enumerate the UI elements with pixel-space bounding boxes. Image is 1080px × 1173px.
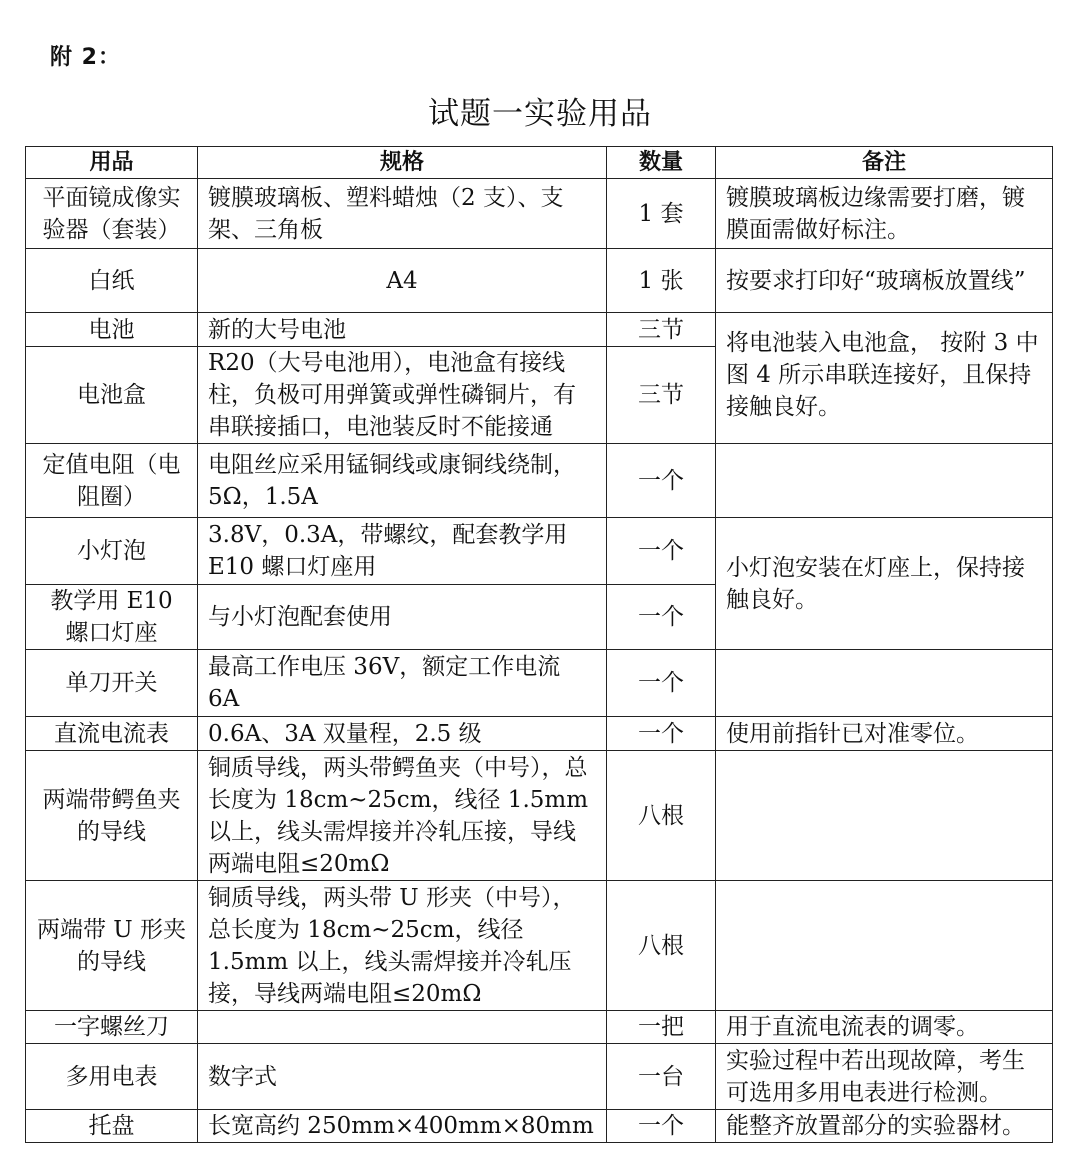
table-row (26, 313, 1053, 347)
item-spec (198, 1011, 607, 1044)
item-qty: 一个 (607, 650, 716, 717)
item-name: 单刀开关 (26, 650, 198, 717)
item-spec: 0.6A、3A 双量程，2.5 级 (198, 717, 607, 751)
item-qty: 一个 (607, 717, 716, 751)
item-name: 教学用 E10 螺口灯座 (26, 585, 198, 650)
item-note: 用于直流电流表的调零。 (716, 1011, 1053, 1044)
item-note (716, 650, 1053, 717)
item-note (716, 444, 1053, 518)
item-qty: 一个 (607, 585, 716, 650)
item-qty: 三节 (607, 313, 716, 347)
table-row (26, 751, 1053, 881)
item-name: 两端带 U 形夹的导线 (26, 881, 198, 1011)
item-qty: 1 套 (607, 179, 716, 249)
item-qty: 一个 (607, 444, 716, 518)
item-spec: 镀膜玻璃板、塑料蜡烛（2 支）、支架、三角板 (198, 179, 607, 249)
item-name: 直流电流表 (26, 717, 198, 751)
item-spec: 铜质导线，两头带 U 形夹（中号），总长度为 18cm~25cm，线径 1.5mm 以上，线头需焊接并冷轧压接，导线两端电阻≤20mΩ (198, 881, 607, 1011)
item-note: 实验过程中若出现故障，考生可选用多用电表进行检测。 (716, 1044, 1053, 1110)
equipment-table (25, 146, 1053, 1143)
table-row (26, 444, 1053, 518)
item-note: 按要求打印好“玻璃板放置线” (716, 249, 1053, 313)
item-qty: 一个 (607, 1110, 716, 1143)
item-qty: 八根 (607, 751, 716, 881)
table-row (26, 518, 1053, 585)
item-qty: 三节 (607, 347, 716, 444)
table-row (26, 179, 1053, 249)
table-row (26, 881, 1053, 1011)
item-qty: 1 张 (607, 249, 716, 313)
item-name: 平面镜成像实验器（套装） (26, 179, 198, 249)
header-note: 备注 (716, 147, 1053, 179)
item-qty: 八根 (607, 881, 716, 1011)
item-note: 使用前指针已对准零位。 (716, 717, 1053, 751)
item-name: 小灯泡 (26, 518, 198, 585)
item-spec: 铜质导线，两头带鳄鱼夹（中号），总长度为 18cm~25cm，线径 1.5mm 以上，线头需焊接并冷轧压接，导线两端电阻≤20mΩ (198, 751, 607, 881)
header-spec: 规格 (198, 147, 607, 179)
item-qty: 一台 (607, 1044, 716, 1110)
item-spec: 3.8V，0.3A，带螺纹，配套教学用 E10 螺口灯座用 (198, 518, 607, 585)
item-spec: 数字式 (198, 1044, 607, 1110)
table-row (26, 650, 1053, 717)
item-note: 小灯泡安装在灯座上，保持接触良好。 (716, 518, 1053, 650)
item-note: 镀膜玻璃板边缘需要打磨，镀膜面需做好标注。 (716, 179, 1053, 249)
item-qty: 一个 (607, 518, 716, 585)
item-note: 能整齐放置部分的实验器材。 (716, 1110, 1053, 1143)
item-name: 一字螺丝刀 (26, 1011, 198, 1044)
item-name: 托盘 (26, 1110, 198, 1143)
item-name: 两端带鳄鱼夹的导线 (26, 751, 198, 881)
table-row (26, 717, 1053, 751)
item-name: 白纸 (26, 249, 198, 313)
table-header-row (26, 147, 1053, 179)
item-spec: A4 (198, 249, 607, 313)
item-spec: 新的大号电池 (198, 313, 607, 347)
item-note (716, 751, 1053, 881)
table-row (26, 1044, 1053, 1110)
item-spec: R20（大号电池用），电池盒有接线柱，负极可用弹簧或弹性磷铜片，有串联接插口，电池装反时不能接通 (198, 347, 607, 444)
item-spec: 电阻丝应采用锰铜线或康铜线绕制，5Ω，1.5A (198, 444, 607, 518)
item-spec: 最高工作电压 36V，额定工作电流 6A (198, 650, 607, 717)
item-name: 电池盒 (26, 347, 198, 444)
annex-label: 附 2： (50, 45, 121, 70)
item-spec: 与小灯泡配套使用 (198, 585, 607, 650)
table-row (26, 1110, 1053, 1143)
item-name: 定值电阻（电阻圈） (26, 444, 198, 518)
table-row (26, 1011, 1053, 1044)
item-spec: 长宽高约 250mm×400mm×80mm (198, 1110, 607, 1143)
header-qty: 数量 (607, 147, 716, 179)
item-note (716, 881, 1053, 1011)
header-name: 用品 (26, 147, 198, 179)
item-note: 将电池装入电池盒， 按附 3 中图 4 所示串联连接好，且保持接触良好。 (716, 313, 1053, 444)
item-name: 多用电表 (26, 1044, 198, 1110)
item-name: 电池 (26, 313, 198, 347)
item-qty: 一把 (607, 1011, 716, 1044)
page-title: 试题一实验用品 (428, 96, 652, 132)
table-row (26, 249, 1053, 313)
